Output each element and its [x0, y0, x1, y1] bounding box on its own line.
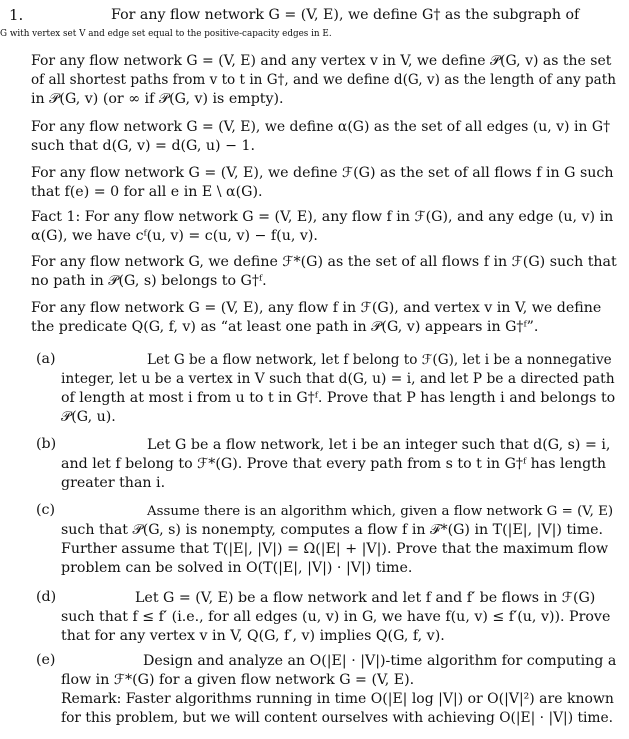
text-line: G with vertex set V and edge set equal to the positive-capacity edges in E.	[0, 29, 332, 39]
text-line: such that d(G, v) = d(G, u) − 1.	[31, 138, 256, 154]
subproblem-e	[61, 652, 616, 728]
text-line	[61, 436, 616, 455]
text-line: of all shortest paths from v to t in G†, and we define d(G, v) as the length of any path	[31, 72, 616, 88]
subproblem-label: (a)	[36, 351, 56, 367]
fact-1	[31, 208, 616, 246]
subproblem-d	[61, 589, 616, 646]
text-line: Fact 1: For any flow network G = (V, E), any flow f in ℱ(G), and any edge (u, v) in	[31, 209, 614, 225]
text-line: 𝒫(G, u).	[61, 409, 116, 425]
text-line: For any flow network G = (V, E) and any vertex v in V, we define 𝒫(G, v) as the set	[31, 53, 612, 69]
subproblem-b	[61, 436, 616, 493]
text-line: For any flow network G = (V, E), we define α(G) as the set of all edges (u, v) in G†	[31, 119, 611, 135]
text-line: for this problem, but we will content ourselves with achieving O(|E| · |V|) time.	[61, 710, 614, 726]
definition-f	[31, 164, 616, 202]
text-line-content: For any flow network G = (V, E), we define G† as the subgraph of	[111, 7, 580, 23]
text-line: For any flow network G, we define ℱ*(G) as the set of all flows f in ℱ(G) such that	[31, 254, 617, 270]
text-line	[31, 6, 616, 25]
text-line: the predicate Q(G, f, v) as “at least one path in 𝒫(G, v) appears in G†ᶠ”.	[31, 319, 539, 335]
text-line: Remark: Faster algorithms running in time O(|E| log |V|) or O(|V|²) are known	[61, 691, 614, 707]
text-line: α(G), we have cᶠ(u, v) = c(u, v) − f(u, v).	[31, 228, 318, 244]
definition-p	[31, 52, 616, 109]
text-line: that f(e) = 0 for all e in E \ α(G).	[31, 184, 263, 200]
text-line	[61, 589, 616, 608]
text-line: For any flow network G = (V, E), we define ℱ(G) as the set of all flows f in G such	[31, 165, 614, 181]
text-line-content: Design and analyze an O(|E| · |V|)-time algorithm for computing a	[143, 653, 617, 669]
text-line-content: Let G be a flow network, let i be an integer such that d(G, s) = i,	[147, 437, 611, 453]
text-line: such that 𝒫(G, s) is nonempty, computes a flow f in ℱ*(G) in T(|E|, |V|) time.	[61, 522, 604, 538]
text-line: in 𝒫(G, v) (or ∞ if 𝒫(G, v) is empty).	[31, 91, 284, 107]
definition-f-star	[31, 253, 616, 291]
subproblem-label: (d)	[36, 589, 57, 605]
definition-g-dagger	[0, 6, 616, 44]
text-line	[61, 502, 616, 521]
definition-alpha	[31, 118, 616, 156]
subproblem-a	[61, 351, 616, 427]
subproblem-label: (c)	[36, 502, 56, 518]
text-line	[61, 351, 616, 370]
text-line: no path in 𝒫(G, s) belongs to G†ᶠ.	[31, 273, 267, 289]
subproblem-c	[61, 502, 616, 578]
text-line-content: Let G = (V, E) be a flow network and let f and f′ be flows in ℱ(G)	[135, 590, 596, 606]
text-line: that for any vertex v in V, Q(G, f′, v) implies Q(G, f, v).	[61, 628, 445, 644]
text-line: and let f belong to ℱ*(G). Prove that every path from s to t in G†ᶠ has length	[61, 456, 607, 472]
text-line: flow in ℱ*(G) for a given flow network G = (V, E).	[61, 672, 415, 688]
text-line: greater than i.	[61, 475, 166, 491]
text-line-content: Let G be a flow network, let f belong to ℱ(G), let i be a nonnegative	[147, 352, 612, 368]
definition-q	[31, 299, 616, 337]
subproblem-label: (b)	[36, 436, 57, 452]
text-line: problem can be solved in O(T(|E|, |V|) · |V|) time.	[61, 560, 413, 576]
subproblem-label: (e)	[36, 652, 56, 668]
problem-number: 1.	[9, 6, 24, 24]
text-line: Further assume that T(|E|, |V|) = Ω(|E| + |V|). Prove that the maximum flow	[61, 541, 609, 557]
text-line: For any flow network G = (V, E), any flow f in ℱ(G), and vertex v in V, we define	[31, 300, 602, 316]
text-line: of length at most i from u to t in G†ᶠ. Prove that P has length i and belongs to	[61, 390, 616, 406]
text-line: integer, let u be a vertex in V such that d(G, u) = i, and let P be a directed path	[61, 371, 615, 387]
text-line: such that f ≤ f′ (i.e., for all edges (u, v) in G, we have f(u, v) ≤ f′(u, v)). Prove	[61, 609, 611, 625]
text-line	[61, 652, 616, 671]
text-line-content: Assume there is an algorithm which, given a flow network G = (V, E)	[147, 504, 614, 519]
